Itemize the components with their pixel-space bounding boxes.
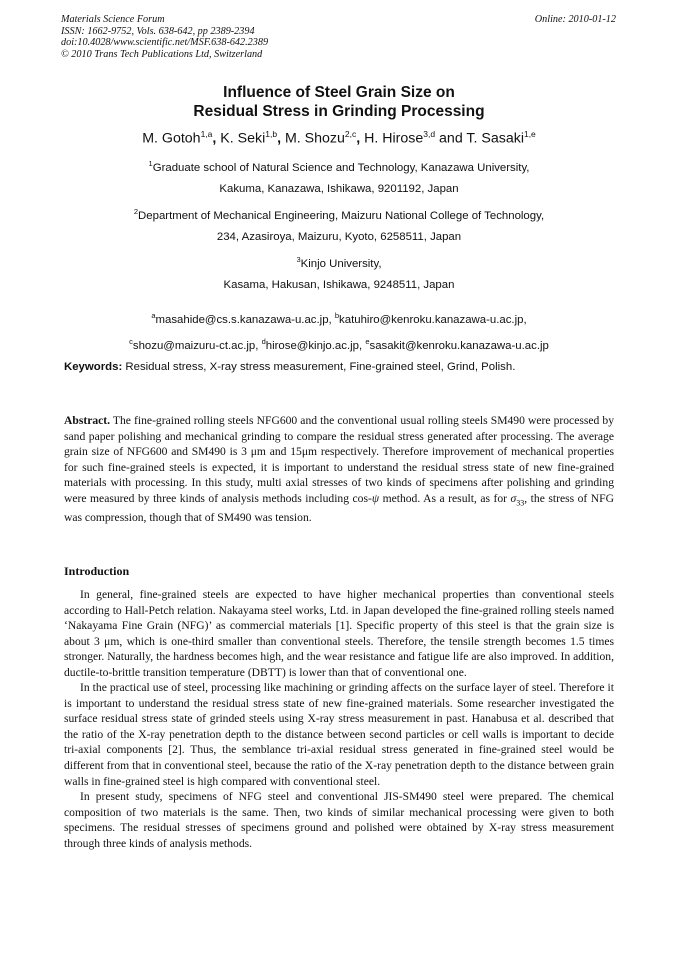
- author-separator: ,: [277, 130, 285, 147]
- affiliation-text: Department of Mechanical Engineering, Maizuru National College of Technology,: [138, 209, 545, 222]
- affiliation-1-line-1: [30, 153, 648, 179]
- email-link[interactable]: shozu@maizuru-ct.ac.jp,: [132, 339, 259, 352]
- email-sup: c: [129, 336, 133, 346]
- email-sup: e: [365, 336, 370, 346]
- affiliation-text: Kinjo University,: [300, 257, 382, 270]
- affiliation-2-line-1: [30, 201, 648, 227]
- author-affil-sup: 3,d: [423, 129, 436, 139]
- journal-header: [61, 14, 481, 60]
- author-name: K. Seki: [220, 130, 266, 147]
- intro-paragraph-3: In present study, specimens of NFG steel and conventional JIS-SM490 steel were prepared. The chemical composition of two materials is the same. Then, two kinds of similar mechanical processing were given to both specimens. The residual stresses of specimens ground and polished were obtained by X-ray stress measurement through three kinds of analysis methods.: [64, 790, 614, 850]
- affiliation-2-line-2: 234, Azasiroya, Maizuru, Kyoto, 6258511, Japan: [216, 231, 462, 244]
- author-list: [30, 129, 648, 147]
- affiliation-1-line-2: Kakuma, Kanazawa, Ishikawa, 9201192, Japan: [219, 183, 459, 196]
- abstract-text: The fine-grained rolling steels NFG600 and the conventional usual rolling steels SM490 were processed by sand paper polishing and mechanical grinding to compare the residual stress generated after processing. The average grain size of NFG600 and SM490 is 3 μm and 15μm respectively. Therefore improvement of mechanical properties for such fine-grained steels is expected, it is important to understand the residual stress state of new fine-grained materials with processing. In this study, multi axial stresses of two kinds of specimens after polishing and grinding were measured by three kinds of analysis methods including cos-: [64, 414, 614, 505]
- author-affil-sup: 1,b: [265, 129, 278, 139]
- journal-copyright: © 2010 Trans Tech Publications Ltd, Switzerland: [61, 48, 263, 60]
- online-date: Online: 2010-01-12: [534, 14, 616, 25]
- keywords: [64, 361, 624, 373]
- title-line-1: Influence of Steel Grain Size on: [223, 84, 455, 101]
- email-line-1: [30, 305, 648, 331]
- author-name: H. Hirose: [364, 130, 424, 147]
- sigma-symbol: σ: [510, 491, 517, 505]
- affiliation-text: Graduate school of Natural Science and Technology, Kanazawa University,: [152, 161, 530, 174]
- email-link[interactable]: hirose@kinjo.ac.jp,: [265, 339, 363, 352]
- author-separator: ,: [212, 130, 221, 147]
- email-link[interactable]: sasakit@kenroku.kanazawa-u.ac.jp: [369, 339, 549, 352]
- author-affil-sup: 1,e: [523, 129, 536, 139]
- keywords-label: Keywords:: [64, 361, 123, 373]
- email-sup: a: [151, 311, 156, 320]
- journal-doi: doi:10.4028/www.scientific.net/MSF.638-642.2389: [61, 37, 269, 49]
- email-link[interactable]: katuhiro@kenroku.kanazawa-u.ac.jp,: [339, 313, 527, 326]
- intro-paragraph-1: In general, fine-grained steels are expected to have higher mechanical properties than conventional steels according to Hall-Petch relation. Nakayama steel works, Ltd. in Japan developed the fine-grained rolling steels named ‘Nakayama Fine Grain (NFG)’ as commercial materials [1]. Specific property of this steel is that the grain size is about 3 μm, which is one-third smaller than conventional steels. Therefore, the tensile strength becomes 1.5 times stronger. Naturally, the hardness becomes high, and the wear resistance and fatigue life are also improved. In addition, ductile-to-brittle transition temperature (DBTT) is lower than that of conventional one.: [64, 588, 614, 679]
- intro-paragraph-2: In the practical use of steel, processing like machining or grinding affects on the surface layer of steel. Therefore it is important to understand the residual stress state of new fine-grained materials. Some researcher investigated the surface residual stress state of grinded steels using X-ray stress measurement in past. Hanabusa et al. described that the ratio of the X-ray penetration depth to the distance between second particles or cell walls is important to decide tri-axial components [2]. Thus, the semblance tri-axial residual stress generated in fine-grained steel would be different from that in conventional steel, because the ratio of the X-ray penetration depth to the distance between grain walls in fine-grained steel is high compared with conventional steel.: [64, 681, 614, 788]
- affiliation-3-line-2: Kasama, Hakusan, Ishikawa, 9248511, Japan: [223, 279, 455, 292]
- email-link[interactable]: masahide@cs.s.kanazawa-u.ac.jp,: [155, 313, 332, 326]
- email-sup: d: [261, 336, 266, 346]
- affiliation-sup: 2: [133, 206, 139, 216]
- keywords-text: Residual stress, X-ray stress measurement, Fine-grained steel, Grind, Polish.: [122, 361, 516, 373]
- journal-issn: ISSN: 1662-9752, Vols. 638-642, pp 2389-2394: [61, 25, 255, 37]
- affiliation-3-line-1: [30, 249, 648, 275]
- author-name: T. Sasaki: [466, 130, 524, 147]
- abstract: [64, 413, 614, 526]
- email-line-2: [30, 331, 648, 357]
- title-line-2: Residual Stress in Grinding Processing: [193, 103, 485, 120]
- affiliation-sup: 3: [296, 254, 301, 264]
- author-separator: and: [435, 130, 467, 147]
- author-affil-sup: 2,c: [344, 129, 357, 139]
- paper-title: [40, 83, 638, 121]
- affiliation-sup: 1: [148, 159, 153, 168]
- affiliations: [30, 153, 648, 297]
- email-sup: b: [334, 311, 340, 320]
- psi-symbol: ψ: [371, 491, 380, 505]
- journal-name: Materials Science Forum: [61, 14, 165, 25]
- author-affil-sup: 1,a: [200, 129, 213, 139]
- introduction-heading: Introduction: [64, 564, 130, 578]
- abstract-text: method. As a result, as for: [379, 491, 511, 505]
- introduction-body: [64, 587, 614, 851]
- author-emails: [30, 305, 648, 357]
- sigma-subscript: 33: [516, 497, 525, 507]
- abstract-label: Abstract.: [64, 414, 111, 427]
- author-separator: ,: [356, 130, 365, 147]
- author-name: M. Shozu: [284, 130, 345, 147]
- abstract-text: , the stress of NFG was compression, though that of SM490 was tension.: [64, 491, 614, 525]
- author-name: M. Gotoh: [142, 130, 201, 147]
